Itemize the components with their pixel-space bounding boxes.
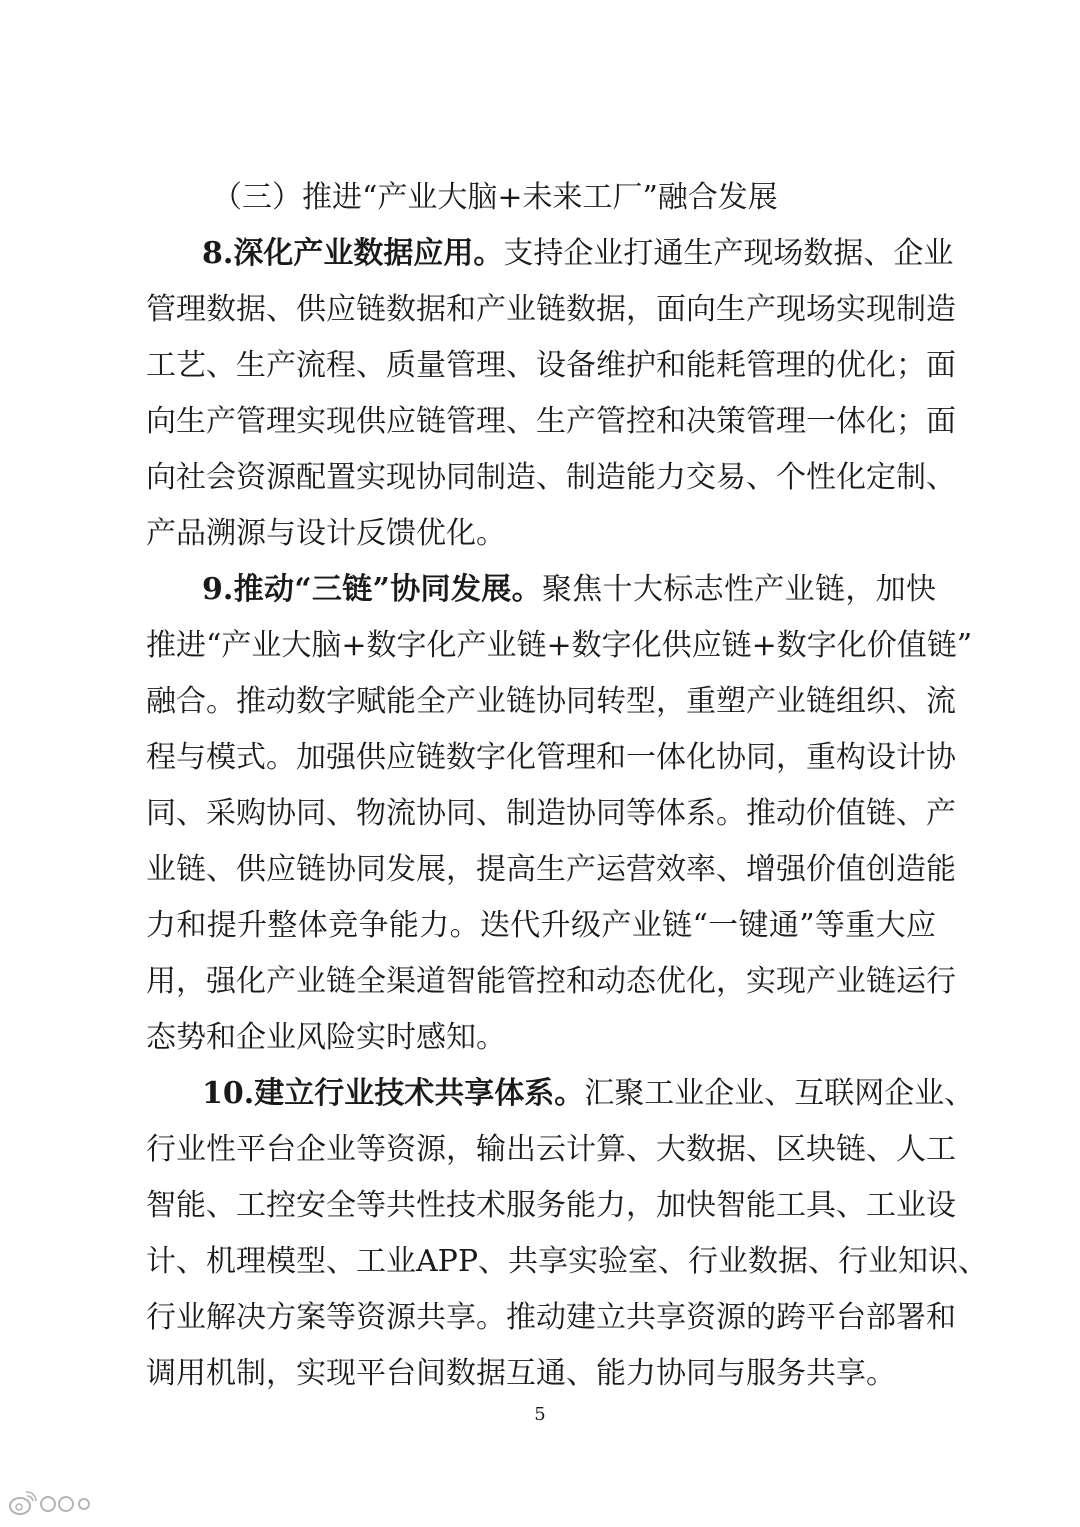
watermark [8, 1488, 90, 1520]
item-9-lead: 9.推动“三链”协同发展。 [202, 572, 542, 607]
item-9-line-3: 融合。推动数字赋能全产业链协同转型，重塑产业链组织、流 [146, 684, 956, 719]
item-8-line-5: 向社会资源配置实现协同制造、制造能力交易、个性化定制、 [146, 460, 956, 495]
item-10-line-1 [202, 1074, 975, 1114]
item-8-line-1 [202, 234, 954, 274]
item-8-line-6: 产品溯源与设计反馈优化。 [146, 516, 506, 551]
section-heading: （三）推进“产业大脑+未来工厂”融合发展 [212, 180, 778, 215]
item-10-line-6: 调用机制，实现平台间数据互通、能力协同与服务共享。 [146, 1356, 896, 1391]
item-10-line-4: 计、机理模型、工业APP、共享实验室、行业数据、行业知识、 [146, 1244, 989, 1279]
weibo-logo-icon [8, 1490, 90, 1518]
item-10-line-3: 智能、工控安全等共性技术服务能力，加快智能工具、工业设 [146, 1188, 956, 1223]
item-10-line-5: 行业解决方案等资源共享。推动建立共享资源的跨平台部署和 [146, 1300, 956, 1335]
item-9-line-1 [202, 570, 936, 610]
item-10-text: 汇聚工业企业、互联网企业、 [584, 1076, 975, 1111]
page-number: 5 [534, 1404, 546, 1425]
item-10-line-2: 行业性平台企业等资源，输出云计算、大数据、区块链、人工 [146, 1132, 956, 1167]
item-9-line-4: 程与模式。加强供应链数字化管理和一体化协同，重构设计协 [146, 740, 956, 775]
item-8-text: 支持企业打通生产现场数据、企业 [503, 236, 954, 271]
item-10-lead: 10.建立行业技术共享体系。 [202, 1076, 585, 1111]
item-8-lead: 8.深化产业数据应用。 [202, 236, 504, 271]
item-9-line-6: 业链、供应链协同发展，提高生产运营效率、增强价值创造能 [146, 852, 956, 887]
item-9-line-8: 用，强化产业链全渠道智能管控和动态优化，实现产业链运行 [146, 964, 956, 999]
item-9-line-2: 推进“产业大脑+数字化产业链+数字化供应链+数字化价值链” [146, 628, 973, 663]
item-8-line-2: 管理数据、供应链数据和产业链数据，面向生产现场实现制造 [146, 292, 956, 327]
item-9-line-7: 力和提升整体竞争能力。迭代升级产业链“一键通”等重大应 [146, 908, 936, 943]
item-9-text: 聚焦十大标志性产业链，加快 [541, 572, 936, 607]
item-9-line-9: 态势和企业风险实时感知。 [146, 1020, 506, 1055]
item-9-line-5: 同、采购协同、物流协同、制造协同等体系。推动价值链、产 [146, 796, 956, 831]
item-8-line-3: 工艺、生产流程、质量管理、设备维护和能耗管理的优化；面 [146, 348, 956, 383]
item-8-line-4: 向生产管理实现供应链管理、生产管控和决策管理一体化；面 [146, 404, 956, 439]
